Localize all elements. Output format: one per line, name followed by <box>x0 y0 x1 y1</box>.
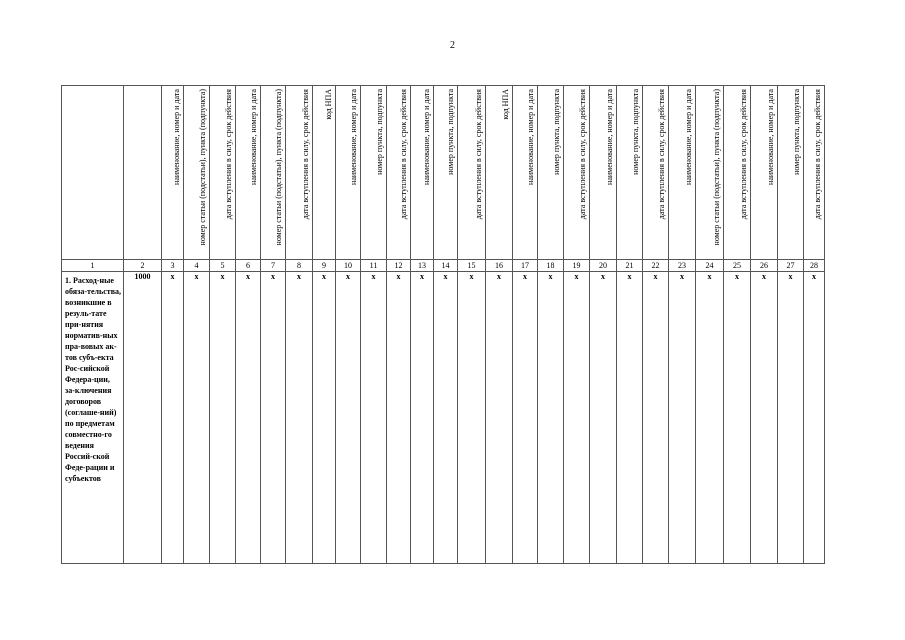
table-cell: x <box>804 272 825 564</box>
column-header-label: номер пункта, подпункта <box>792 89 801 175</box>
column-header-4 <box>184 86 210 260</box>
column-header-15 <box>458 86 486 260</box>
column-header-21 <box>617 86 643 260</box>
table-cell: x <box>387 272 411 564</box>
column-header-label: дата вступления в силу, срок действия <box>739 89 748 220</box>
table-cell: x <box>617 272 643 564</box>
page-number: 2 <box>450 40 455 51</box>
table-cell: x <box>210 272 236 564</box>
column-header-label: номер пункта, подпункта <box>375 89 384 175</box>
column-header-label: номер статьи (подстатьи), пункта (подпункта) <box>712 89 721 246</box>
table-cell: x <box>724 272 751 564</box>
column-number: 12 <box>387 260 411 272</box>
table-cell: x <box>261 272 286 564</box>
column-number: 28 <box>804 260 825 272</box>
column-number: 16 <box>486 260 513 272</box>
table-cell: x <box>486 272 513 564</box>
column-number: 21 <box>617 260 643 272</box>
table-cell: x <box>236 272 261 564</box>
column-header-label: номер пункта, подпункта <box>446 89 455 175</box>
column-header-label: код НПА <box>501 89 510 120</box>
column-header-13 <box>411 86 434 260</box>
table-cell: x <box>458 272 486 564</box>
column-number: 18 <box>538 260 564 272</box>
column-header-label: номер пункта, подпункта <box>631 89 640 175</box>
column-number: 2 <box>124 260 162 272</box>
header-row <box>62 86 825 260</box>
column-header-10 <box>336 86 361 260</box>
column-header-27 <box>778 86 804 260</box>
column-header-label: код НПА <box>324 89 333 120</box>
column-header-1 <box>62 86 124 260</box>
column-number: 11 <box>361 260 387 272</box>
column-header-label: дата вступления в силу, срок действия <box>657 89 666 220</box>
column-header-label: дата вступления в силу, срок действия <box>224 89 233 220</box>
table-cell: x <box>513 272 538 564</box>
column-number: 19 <box>564 260 590 272</box>
column-header-label: наименование, номер и дата <box>526 89 535 185</box>
table-cell: x <box>669 272 696 564</box>
column-number: 20 <box>590 260 617 272</box>
column-number: 4 <box>184 260 210 272</box>
column-header-24 <box>696 86 724 260</box>
column-header-label: наименование, номер и дата <box>172 89 181 185</box>
column-header-label: номер пункта, подпункта <box>552 89 561 175</box>
column-header-9 <box>313 86 336 260</box>
column-header-2 <box>124 86 162 260</box>
table-cell: x <box>564 272 590 564</box>
table-cell: x <box>336 272 361 564</box>
table-cell: x <box>590 272 617 564</box>
column-header-17 <box>513 86 538 260</box>
column-header-label: дата вступления в силу, срок действия <box>578 89 587 220</box>
column-header-16 <box>486 86 513 260</box>
table-cell: x <box>778 272 804 564</box>
column-header-25 <box>724 86 751 260</box>
column-header-label: дата вступления в силу, срок действия <box>813 89 822 220</box>
column-header-28 <box>804 86 825 260</box>
column-header-14 <box>434 86 458 260</box>
column-number: 25 <box>724 260 751 272</box>
column-number: 23 <box>669 260 696 272</box>
column-header-18 <box>538 86 564 260</box>
column-header-26 <box>751 86 778 260</box>
table-cell: x <box>286 272 313 564</box>
column-number: 15 <box>458 260 486 272</box>
column-header-label: наименование, номер и дата <box>349 89 358 185</box>
row-label: 1. Расход-ные обяза-тельства, возникшие в резуль-тате при-нятия норматив-ных пра-вовых ак-тов субъ-екта Рос-сийской Федера-ции, за-ключения договоров (соглаше-ний) по предметам совместно-го ведения Россий-ской Феде-рации и субъектов <box>62 272 124 564</box>
table-cell: x <box>411 272 434 564</box>
column-header-22 <box>643 86 669 260</box>
column-header-8 <box>286 86 313 260</box>
column-number: 22 <box>643 260 669 272</box>
column-number: 27 <box>778 260 804 272</box>
table-cell: x <box>538 272 564 564</box>
column-number: 6 <box>236 260 261 272</box>
table-cell: x <box>184 272 210 564</box>
column-number: 24 <box>696 260 724 272</box>
column-header-label: наименование, номер и дата <box>766 89 775 185</box>
column-header-label: наименование, номер и дата <box>605 89 614 185</box>
table-row <box>62 272 825 564</box>
table-cell: x <box>162 272 184 564</box>
column-header-11 <box>361 86 387 260</box>
column-header-19 <box>564 86 590 260</box>
column-number: 7 <box>261 260 286 272</box>
column-number-row <box>62 260 825 272</box>
column-header-6 <box>236 86 261 260</box>
column-header-label: наименование, номер и дата <box>249 89 258 185</box>
column-number: 5 <box>210 260 236 272</box>
obligations-table <box>61 85 825 564</box>
column-number: 10 <box>336 260 361 272</box>
column-number: 14 <box>434 260 458 272</box>
column-header-23 <box>669 86 696 260</box>
column-header-12 <box>387 86 411 260</box>
column-number: 9 <box>313 260 336 272</box>
column-header-3 <box>162 86 184 260</box>
column-number: 1 <box>62 260 124 272</box>
table-cell: x <box>751 272 778 564</box>
column-header-5 <box>210 86 236 260</box>
column-number: 8 <box>286 260 313 272</box>
table-cell: x <box>643 272 669 564</box>
table-cell: x <box>313 272 336 564</box>
column-header-label: дата вступления в силу, срок действия <box>301 89 310 220</box>
table-cell: x <box>434 272 458 564</box>
column-number: 3 <box>162 260 184 272</box>
column-header-label: наименование, номер и дата <box>422 89 431 185</box>
column-header-label: номер статьи (подстатьи), пункта (подпункта) <box>198 89 207 246</box>
table-cell: x <box>696 272 724 564</box>
column-header-20 <box>590 86 617 260</box>
row-code: 1000 <box>124 272 162 564</box>
column-header-label: наименование, номер и дата <box>684 89 693 185</box>
column-number: 13 <box>411 260 434 272</box>
table-cell: x <box>361 272 387 564</box>
column-header-label: дата вступления в силу, срок действия <box>399 89 408 220</box>
column-header-label: дата вступления в силу, срок действия <box>474 89 483 220</box>
column-header-label: номер статьи (подстатьи), пункта (подпункта) <box>274 89 283 246</box>
column-header-7 <box>261 86 286 260</box>
column-number: 17 <box>513 260 538 272</box>
column-number: 26 <box>751 260 778 272</box>
